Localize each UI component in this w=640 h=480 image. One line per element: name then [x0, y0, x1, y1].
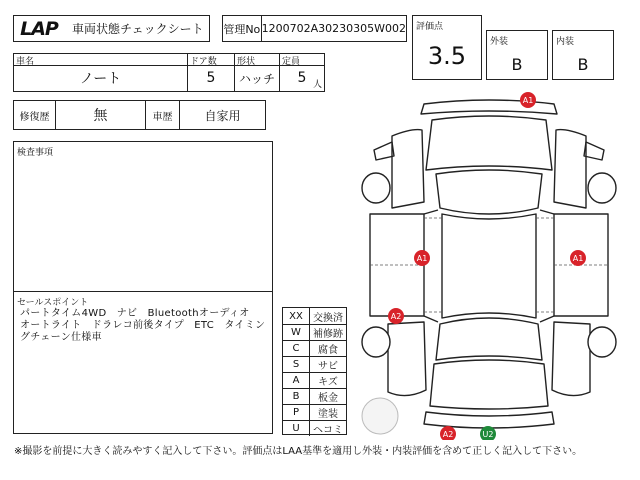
- svg-text:A2: A2: [390, 312, 402, 321]
- legend-meaning: キズ: [318, 376, 338, 388]
- capacity-value: 5: [297, 70, 307, 86]
- legend-code: XX: [283, 308, 310, 324]
- legend-code: P: [283, 404, 310, 420]
- legend-code: A: [283, 372, 310, 388]
- svg-text:U2: U2: [482, 430, 494, 439]
- legend-meaning: 腐食: [318, 344, 338, 356]
- management-number: 1200702A30230305W002: [261, 22, 406, 35]
- legend-code: U: [283, 420, 310, 436]
- vehicle-info-row: [13, 53, 325, 92]
- doors-value: 5: [206, 70, 216, 86]
- legend-meaning: 補修跡: [313, 328, 343, 340]
- svg-text:A2: A2: [442, 430, 454, 439]
- wheel-front-right: [588, 173, 616, 203]
- grade-value: 3.5: [427, 42, 467, 70]
- exterior-box: [486, 30, 548, 80]
- interior-box: [552, 30, 614, 80]
- exterior-value: B: [511, 55, 523, 74]
- grade-label: 評価点: [416, 22, 444, 32]
- vehicle-name: ノート: [79, 71, 122, 87]
- inspection-box: [13, 141, 273, 292]
- laa-logo: LAP: [20, 17, 58, 40]
- legend-meaning: 交換済: [313, 312, 343, 324]
- damage-mark: [440, 426, 456, 440]
- sheet-title: 車両状態チェックシート: [72, 22, 204, 36]
- management-number-box: [222, 15, 407, 42]
- legend-meaning: ヘコミ: [313, 424, 343, 436]
- svg-text:A1: A1: [572, 254, 584, 263]
- shape-value: ハッチ: [238, 71, 275, 86]
- doors-label: ドア数: [188, 54, 234, 66]
- wheel-rear-right: [588, 327, 616, 357]
- interior-label: 内装: [556, 37, 575, 47]
- spare-tire: [362, 398, 398, 434]
- damage-mark: [414, 250, 430, 266]
- grade-box: [412, 15, 482, 80]
- capacity-label: 定員: [280, 54, 324, 66]
- damage-mark: [388, 308, 404, 324]
- repair-value: 無: [56, 101, 146, 129]
- history-row: [13, 100, 266, 130]
- management-label: 管理No: [223, 16, 262, 41]
- inspection-label: 検査事項: [17, 148, 54, 158]
- legend-row: [283, 404, 346, 421]
- wheel-rear-left: [362, 327, 390, 357]
- doors-cell: [188, 54, 235, 91]
- sheet-header: [13, 15, 210, 42]
- wheel-front-left: [362, 173, 390, 203]
- vehicle-name-label: 車名: [14, 54, 187, 66]
- legend-code: W: [283, 324, 310, 340]
- sales-points-label: セールスポイント: [17, 298, 89, 308]
- capacity-cell: [280, 54, 324, 91]
- panel-dividers: [370, 218, 608, 312]
- legend-meaning: 塗装: [318, 408, 338, 420]
- usage-label: 車歴: [146, 101, 180, 129]
- interior-value: B: [577, 55, 589, 74]
- footer-note: ※撮影を前提に大きく読みやすく記入して下さい。評価点はLAA基準を適用し外装・内装評価を含めて正しく記入して下さい。: [14, 446, 583, 457]
- legend-row: [283, 324, 346, 341]
- sales-points-text: パートタイム4WD ナビ Bluetoothオーディオ オートライト ドラレコ前後タイプ ETC タイミングチェーン仕様車: [20, 308, 266, 343]
- damage-legend: [282, 307, 347, 435]
- shape-cell: [235, 54, 280, 91]
- car-damage-diagram: [352, 90, 627, 440]
- sales-points-box: [13, 291, 273, 434]
- legend-code: B: [283, 388, 310, 404]
- legend-row: [283, 308, 346, 325]
- legend-row: [283, 372, 346, 389]
- legend-row: [283, 356, 346, 373]
- damage-mark: [520, 92, 536, 108]
- exterior-label: 外装: [490, 37, 509, 47]
- svg-text:A1: A1: [416, 254, 428, 263]
- shape-label: 形状: [235, 54, 279, 66]
- legend-row: [283, 420, 346, 436]
- legend-row: [283, 388, 346, 405]
- car-outline: [370, 100, 608, 428]
- legend-code: S: [283, 356, 310, 372]
- damage-mark: [570, 250, 586, 266]
- legend-meaning: 板金: [318, 392, 338, 404]
- vehicle-name-cell: [14, 54, 188, 91]
- usage-value: 自家用: [204, 108, 241, 123]
- legend-code: C: [283, 340, 310, 356]
- repair-label: 修復歴: [14, 101, 56, 129]
- svg-text:A1: A1: [522, 96, 534, 105]
- capacity-unit: 人: [312, 80, 322, 90]
- legend-meaning: サビ: [318, 360, 338, 372]
- legend-row: [283, 340, 346, 357]
